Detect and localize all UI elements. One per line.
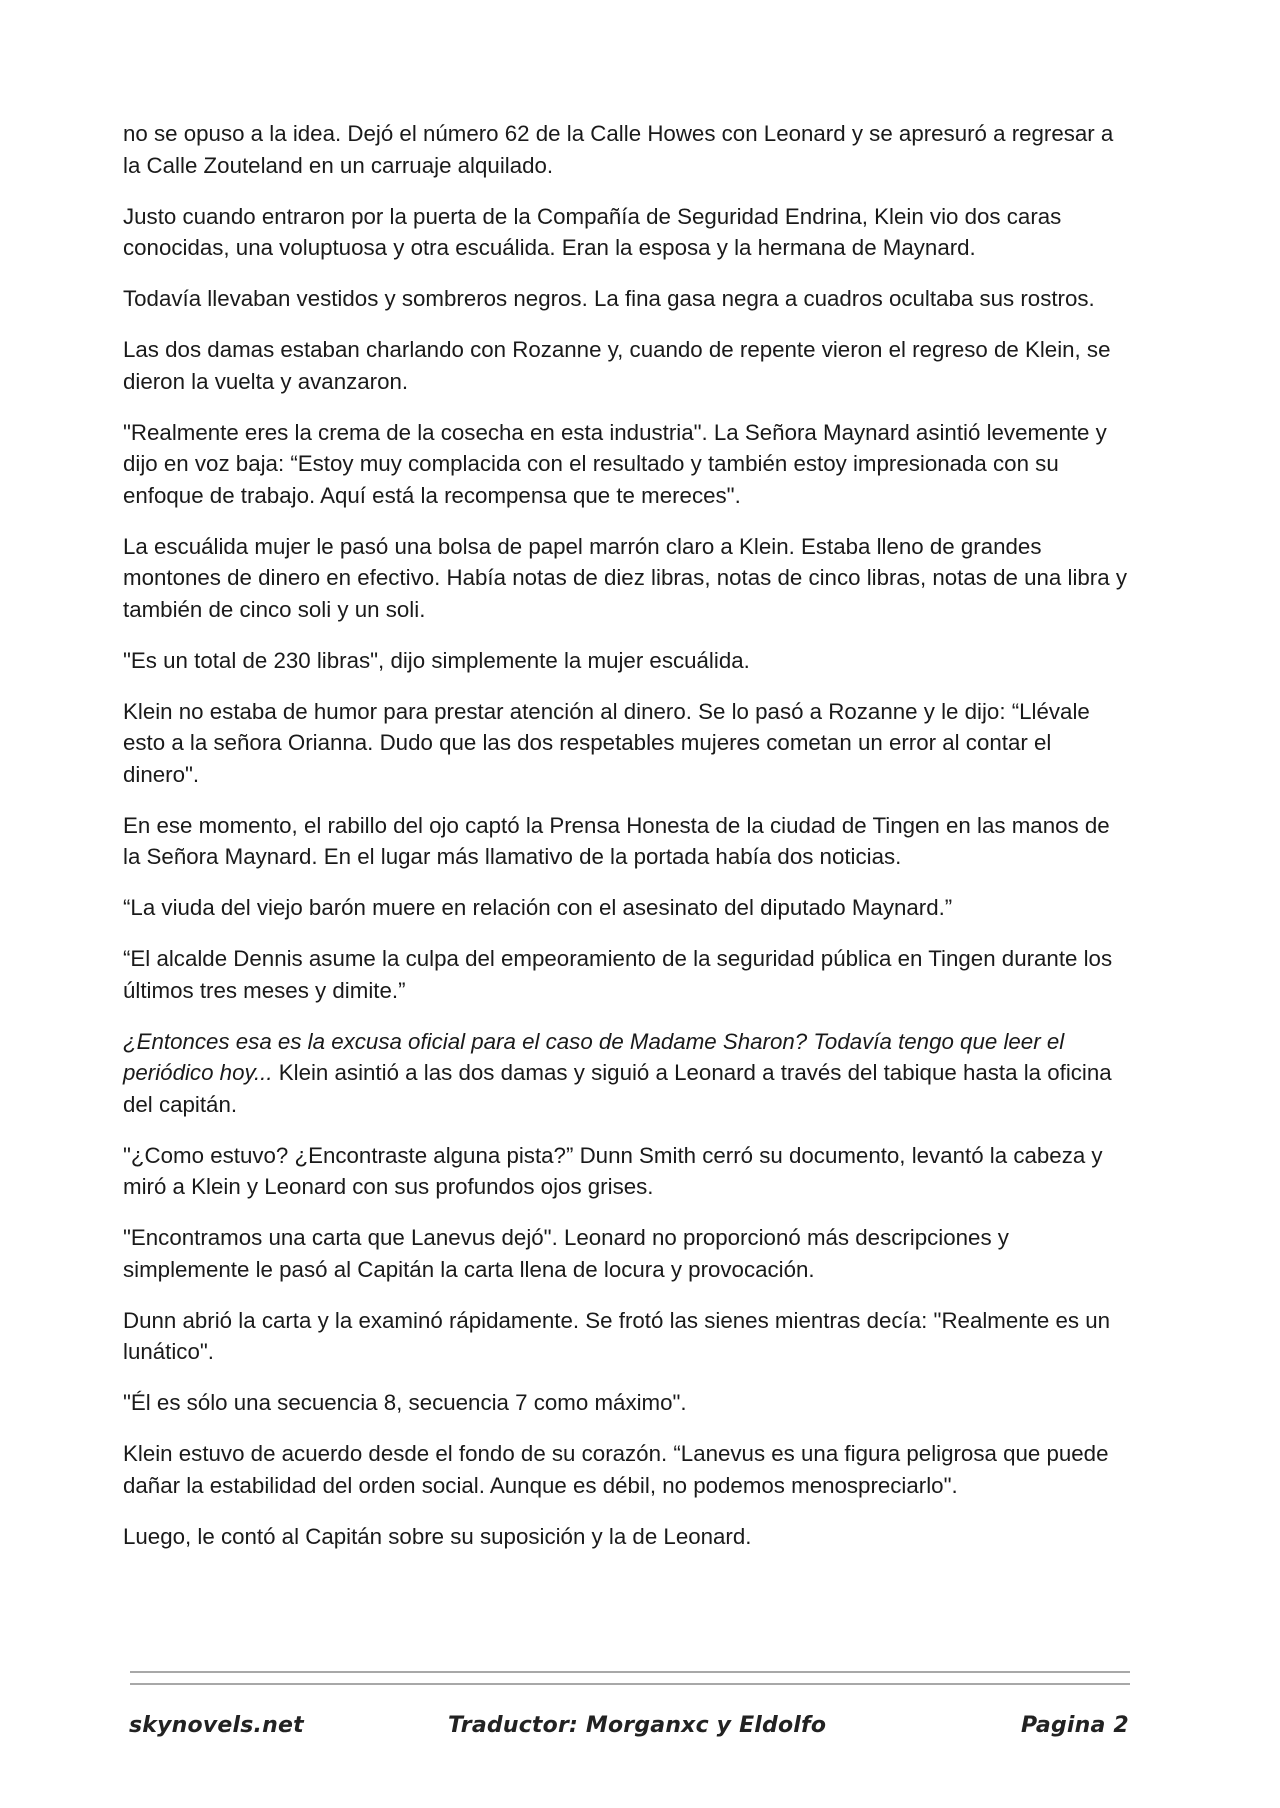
paragraph: Luego, le contó al Capitán sobre su suposición y la de Leonard. (123, 1523, 752, 1549)
paragraph: Justo cuando entraron por la puerta de la Compañía de Seguridad Endrina, Klein vio dos caras conocidas, una voluptuosa y otra escuálida. Eran la esposa y la hermana de Maynard. (123, 203, 1062, 260)
paragraph (123, 1026, 1133, 1121)
paragraph: "¿Como estuvo? ¿Encontraste alguna pista?” Dunn Smith cerró su documento, levantó la cabeza y miró a Klein y Leonard con sus profundos ojos grises. (123, 1142, 1103, 1199)
paragraph: “El alcalde Dennis asume la culpa del empeoramiento de la seguridad pública en Tingen durante los últimos tres meses y dimite.” (123, 946, 1113, 1003)
footer-translator-credit: Traductor: Morganxc y Eldolfo (448, 1713, 827, 1738)
paragraph: Klein estuvo de acuerdo desde el fondo de su corazón. “Lanevus es una figura peligrosa que puede dañar la estabilidad del orden social. Aunque es débil, no podemos menospreciarlo". (123, 1441, 1109, 1498)
italic-thought: ¿Entonces esa es la excusa oficial para el caso de Madame Sharon? Todavía tengo que leer el periódico hoy... (123, 1028, 1065, 1085)
paragraph: "Él es sólo una secuencia 8, secuencia 7 como máximo". (123, 1390, 687, 1415)
paragraph: "Realmente eres la crema de la cosecha en esta industria". La Señora Maynard asintió levemente y dijo en voz baja: “Estoy muy complacida con el resultado y también estoy impresionada con su enfoque de trabajo. Aquí está la recompensa que te mereces". (123, 419, 1107, 508)
footer-divider (130, 1671, 1130, 1673)
paragraph-text: Klein asintió a las dos damas y siguió a Leonard a través del tabique hasta la oficina del capitán. (123, 1060, 1112, 1117)
paragraph: no se opuso a la idea. Dejó el número 62 de la Calle Howes con Leonard y se apresuró a regresar a la Calle Zouteland en un carruaje alquilado. (123, 121, 1114, 178)
paragraph: “La viuda del viejo barón muere en relación con el asesinato del diputado Maynard.” (123, 895, 953, 920)
footer-page-number: Pagina 2 (1021, 1713, 1129, 1738)
paragraph: Todavía llevaban vestidos y sombreros negros. La fina gasa negra a cuadros ocultaba sus rostros. (123, 286, 1095, 311)
body-text (123, 118, 1133, 1572)
paragraph: Las dos damas estaban charlando con Rozanne y, cuando de repente vieron el regreso de Klein, se dieron la vuelta y avanzaron. (123, 337, 1111, 394)
footer-site-name: skynovels.net (129, 1713, 304, 1738)
paragraph: La escuálida mujer le pasó una bolsa de papel marrón claro a Klein. Estaba lleno de grandes montones de dinero en efectivo. Había notas de diez libras, notas de cinco libras, notas de una libra y también de cinco soli y un soli. (123, 533, 1127, 622)
footer-divider (130, 1683, 1130, 1685)
paragraph: Klein no estaba de humor para prestar atención al dinero. Se lo pasó a Rozanne y le dijo: “Llévale esto a la señora Orianna. Dudo que las dos respetables mujeres cometan un error al contar el dinero". (123, 698, 1090, 787)
paragraph: "Encontramos una carta que Lanevus dejó". Leonard no proporcionó más descripciones y simplemente le pasó al Capitán la carta llena de locura y provocación. (123, 1225, 1009, 1282)
paragraph: Dunn abrió la carta y la examinó rápidamente. Se frotó las sienes mientras decía: "Realmente es un lunático". (123, 1307, 1111, 1364)
paragraph: En ese momento, el rabillo del ojo captó la Prensa Honesta de la ciudad de Tingen en las manos de la Señora Maynard. En el lugar más llamativo de la portada había dos noticias. (123, 812, 1110, 869)
paragraph: "Es un total de 230 libras", dijo simplemente la mujer escuálida. (123, 647, 750, 673)
